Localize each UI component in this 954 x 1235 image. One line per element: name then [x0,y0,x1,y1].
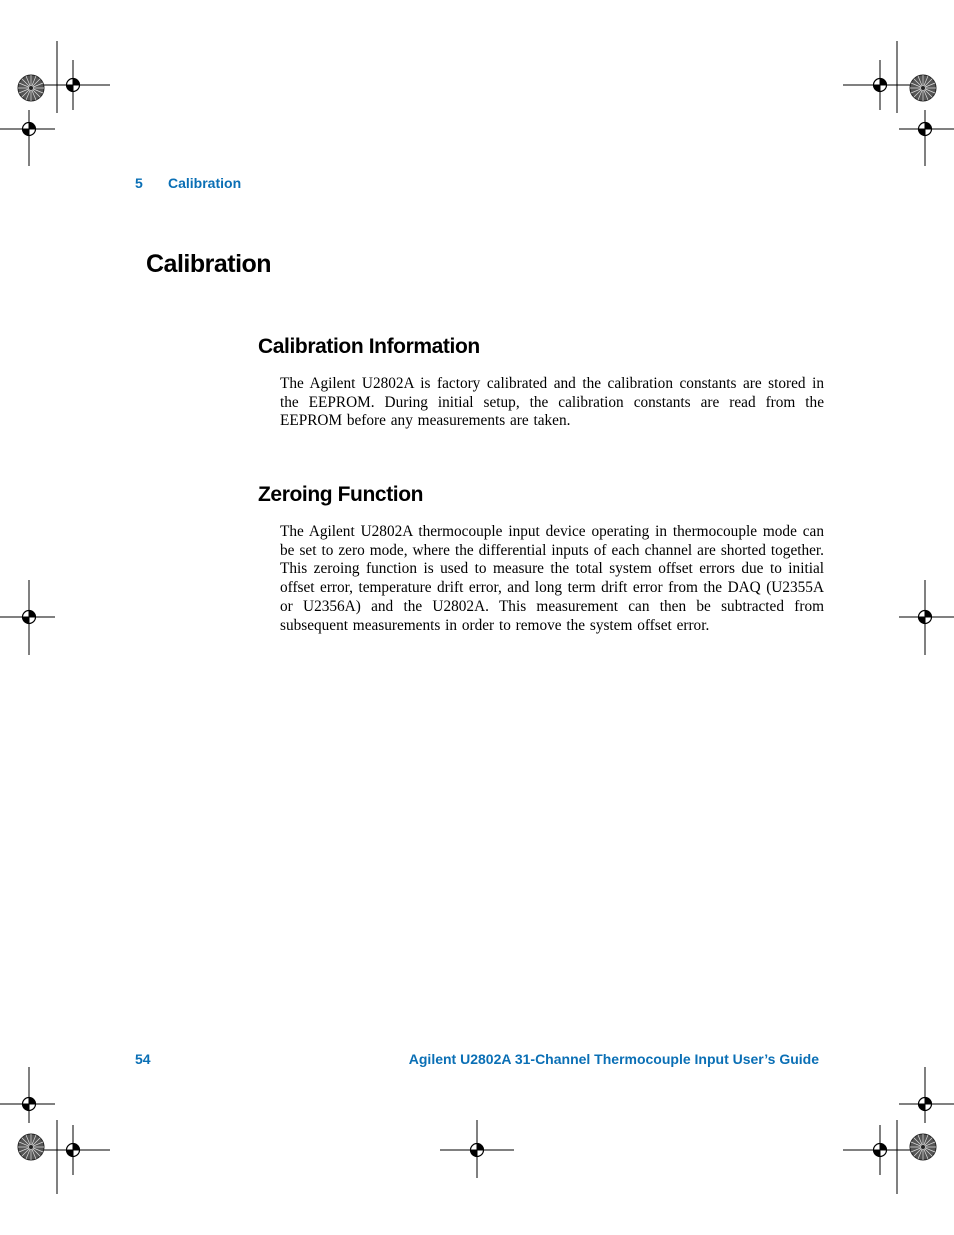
chapter-title: Calibration [146,250,272,278]
section-body-calibration-information: The Agilent U2802A is factory calibrated and the calibration constants are stored in the EEPROM. During initial setup, the calibration constants are read from the EEPROM before any measurements are taken. [280,375,824,430]
footer-guide-title: Agilent U2802A 31-Channel Thermocouple Input User’s Guide [408,1051,819,1067]
header-chapter-number: 5 [135,175,143,191]
section-body-zeroing-function: The Agilent U2802A thermocouple input device operating in thermocouple mode can be set to zero mode, where the differential inputs of each channel are shorted together. This zeroing function is used to measure the total system offset errors due to initial offset error, temperature drift error, and long term drift error from the DAQ (U2355A or U2356A) and the U2802A. This measurement can then be subtracted from subsequent measurements in order to remove the system offset error. [280,523,824,634]
section-heading-calibration-information: Calibration Information [258,335,480,358]
header-chapter-name: Calibration [168,175,242,191]
running-header [135,175,241,191]
section-heading-zeroing-function: Zeroing Function [258,483,424,506]
footer-page-number: 54 [135,1051,151,1067]
